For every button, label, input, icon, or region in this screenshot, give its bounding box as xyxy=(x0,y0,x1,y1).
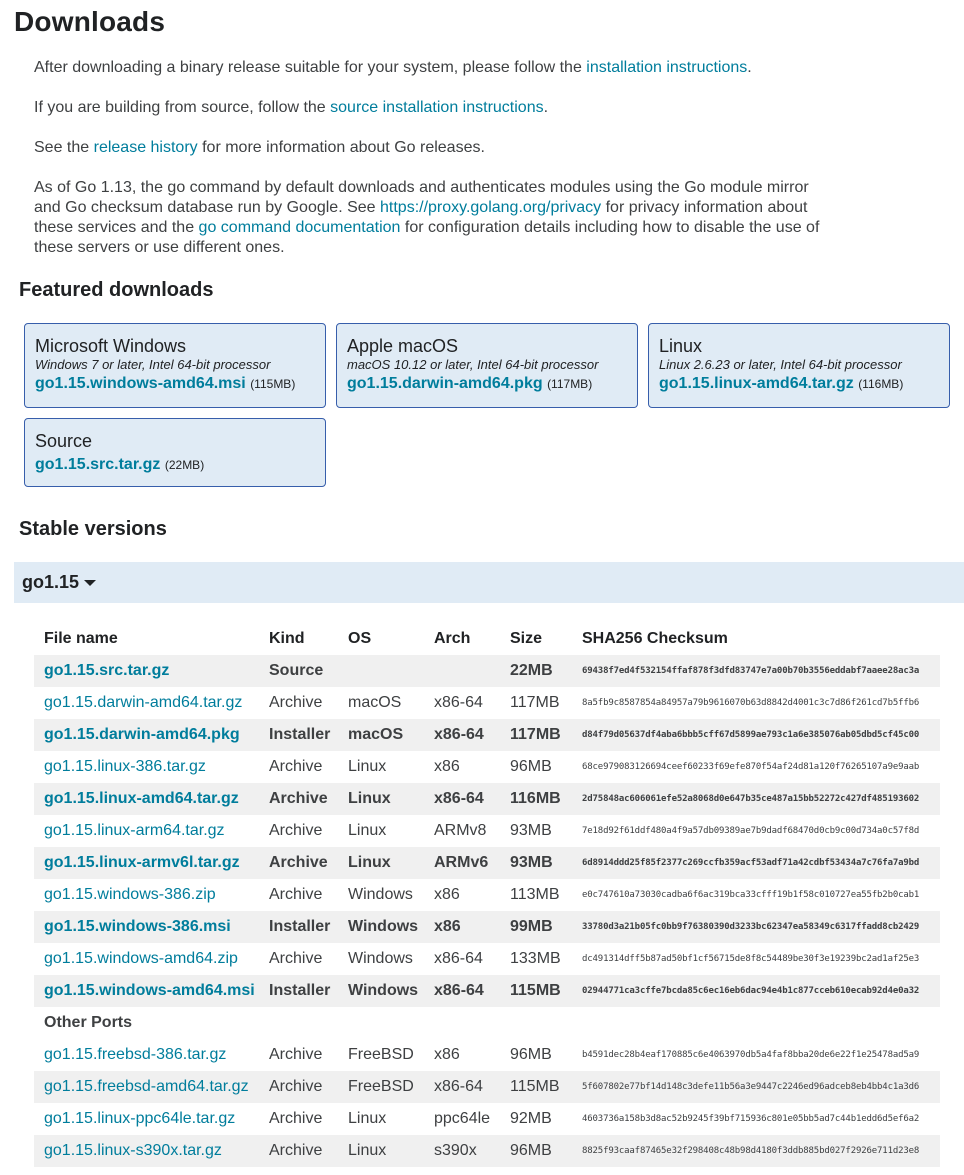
file-os: macOS xyxy=(348,726,404,743)
file-checksum: d84f79d05637df4aba6bbb5cff67d5899ae793c1a6e385076ab05dbd5cf45c00 xyxy=(582,730,920,740)
file-checksum: 4603736a158b3d8ac52b9245f39bf715936c801e05bb5ad7c44b1edd6d5ef6a2 xyxy=(582,1114,920,1124)
file-arch: x86-64 xyxy=(434,694,483,711)
file-kind: Archive xyxy=(269,854,328,871)
table-row xyxy=(34,655,940,687)
file-arch: x86-64 xyxy=(434,790,484,807)
card-file-row xyxy=(347,374,627,394)
download-file-link[interactable]: go1.15.linux-armv6l.tar.gz xyxy=(44,854,240,871)
table-row xyxy=(34,911,940,943)
table-row xyxy=(34,1103,940,1135)
file-kind: Archive xyxy=(269,822,323,839)
download-file-link[interactable]: go1.15.src.tar.gz xyxy=(44,662,170,679)
file-size: 93MB xyxy=(510,822,552,839)
file-arch: x86-64 xyxy=(434,982,484,999)
card-file-link[interactable]: go1.15.src.tar.gz xyxy=(35,456,161,473)
download-file-link[interactable]: go1.15.windows-amd64.msi xyxy=(44,982,255,999)
caret-down-icon xyxy=(84,580,96,586)
file-os: Linux xyxy=(348,854,391,871)
file-checksum: 5f607802e77bf14d148c3defe11b56a3e9447c2246ed96adceb8eb4bb4c1a3d6 xyxy=(582,1082,920,1092)
card-file-row xyxy=(35,455,315,475)
file-kind: Archive xyxy=(269,886,323,903)
featured-card-linux[interactable] xyxy=(648,323,950,408)
intro-paragraph-2 xyxy=(34,98,834,118)
file-checksum: e0c747610a73030cadba6f6ac319bca33cfff19b1f58c010727ea55fb2b0cab1 xyxy=(582,890,920,900)
featured-downloads-heading: Featured downloads xyxy=(19,279,214,301)
version-toggle-go1-15[interactable] xyxy=(14,562,964,603)
file-kind: Installer xyxy=(269,982,331,999)
download-file-link[interactable]: go1.15.windows-386.msi xyxy=(44,918,231,935)
intro-text-end: . xyxy=(747,59,752,76)
featured-card-source[interactable] xyxy=(24,418,326,487)
file-size: 116MB xyxy=(510,790,561,807)
column-header-os: OS xyxy=(348,630,372,647)
source-installation-instructions-link[interactable]: source installation instructions xyxy=(330,99,544,116)
downloads-table xyxy=(34,623,940,1167)
card-platform: Microsoft Windows xyxy=(35,336,187,356)
file-arch: x86-64 xyxy=(434,950,483,967)
modules-note-text: As of Go 1.13, the go command by default downloads and authenticates modules using the Go module mirror and Go checksum database run by Google. See xyxy=(34,179,809,216)
other-ports-row xyxy=(34,1007,940,1039)
file-checksum: 33780d3a21b05fc0bb9f76380390d3233bc62347ea58349c6317ffadd8cb2429 xyxy=(582,922,920,932)
intro-paragraph-3 xyxy=(34,138,834,158)
file-arch: x86 xyxy=(434,918,461,935)
download-file-link[interactable]: go1.15.freebsd-amd64.tar.gz xyxy=(44,1078,249,1095)
table-row xyxy=(34,687,940,719)
release-history-link[interactable]: release history xyxy=(93,139,198,156)
file-kind: Archive xyxy=(269,950,323,967)
file-size: 117MB xyxy=(510,726,561,743)
file-size: 99MB xyxy=(510,918,553,935)
file-checksum: 8a5fb9c8587854a84957a79b9616070b63d8842d4001c3c7d86f261cd7b5ffb6 xyxy=(582,698,920,708)
card-requirements: macOS 10.12 or later, Intel 64-bit processor xyxy=(347,357,599,372)
file-arch: x86 xyxy=(434,758,460,775)
file-kind: Archive xyxy=(269,1046,323,1063)
file-checksum: dc491314dff5b87ad50bf1cf56715de8f8c54489be30f3e19239bc2ad1af25e3 xyxy=(582,954,920,964)
download-file-link[interactable]: go1.15.linux-amd64.tar.gz xyxy=(44,790,239,807)
file-size: 115MB xyxy=(510,982,561,999)
file-os: macOS xyxy=(348,694,402,711)
file-size: 115MB xyxy=(510,1078,560,1095)
column-header-file-name: File name xyxy=(44,630,118,647)
card-file-size: (116MB) xyxy=(858,377,904,391)
column-header-arch: Arch xyxy=(434,630,471,647)
file-checksum: 68ce979083126694ceef60233f69efe870f54af24d81a120f76265107a9e9aab xyxy=(582,762,920,772)
file-os: Linux xyxy=(348,822,387,839)
file-kind: Archive xyxy=(269,790,328,807)
file-size: 93MB xyxy=(510,854,553,871)
intro-paragraph-1 xyxy=(34,58,834,78)
featured-card-macos[interactable] xyxy=(336,323,638,408)
file-kind: Source xyxy=(269,662,324,679)
download-file-link[interactable]: go1.15.windows-amd64.zip xyxy=(44,950,238,967)
file-arch: s390x xyxy=(434,1142,477,1159)
card-file-link[interactable]: go1.15.windows-amd64.msi xyxy=(35,375,246,392)
stable-versions-heading: Stable versions xyxy=(19,518,167,540)
installation-instructions-link[interactable]: installation instructions xyxy=(586,59,748,76)
download-file-link[interactable]: go1.15.linux-arm64.tar.gz xyxy=(44,822,225,839)
modules-note-text: for privacy information about these services and the xyxy=(34,199,808,236)
file-checksum: 02944771ca3cffe7bcda85c6ec16eb6dac94e4b1c877cceb610ecab92d4e0a32 xyxy=(582,986,920,996)
column-header-kind: Kind xyxy=(269,630,305,647)
file-size: 22MB xyxy=(510,662,553,679)
file-arch: ARMv8 xyxy=(434,822,487,839)
file-checksum: 69438f7ed4f532154ffaf878f3dfd83747e7a00b70b3556eddabf7aaee28ac3a xyxy=(582,666,920,676)
file-checksum: b4591dec28b4eaf170885c6e4063970db5a4faf8bba20de6e22f1e25478ad5a9 xyxy=(582,1050,920,1060)
file-os: Linux xyxy=(348,790,391,807)
table-row xyxy=(34,783,940,815)
file-arch: ppc64le xyxy=(434,1110,491,1127)
table-row xyxy=(34,719,940,751)
card-file-size: (117MB) xyxy=(547,377,593,391)
file-checksum: 2d75848ac606061efe52a8068d0e647b35ce487a15bb52272c427df485193602 xyxy=(582,794,920,804)
card-file-link[interactable]: go1.15.darwin-amd64.pkg xyxy=(347,375,543,392)
download-file-link[interactable]: go1.15.windows-386.zip xyxy=(44,886,216,903)
file-os: Linux xyxy=(348,1110,387,1127)
file-arch: x86-64 xyxy=(434,726,484,743)
download-file-link[interactable]: go1.15.darwin-amd64.pkg xyxy=(44,726,240,743)
file-kind: Archive xyxy=(269,1110,323,1127)
column-header-size: Size xyxy=(510,630,543,647)
table-row xyxy=(34,815,940,847)
download-file-link[interactable]: go1.15.linux-s390x.tar.gz xyxy=(44,1142,222,1159)
download-file-link[interactable]: go1.15.linux-ppc64le.tar.gz xyxy=(44,1110,236,1127)
file-kind: Installer xyxy=(269,918,331,935)
file-os: Windows xyxy=(348,886,413,903)
intro-text-end: . xyxy=(543,99,549,116)
file-checksum: 8825f93caaf87465e32f298408c48b98d4180f3ddb885bd027f2926e711d23e8 xyxy=(582,1146,920,1156)
file-os: Windows xyxy=(348,982,419,999)
intro-text: See the xyxy=(34,139,94,156)
file-size: 92MB xyxy=(510,1110,552,1127)
table-header-row xyxy=(34,623,940,655)
file-os: Linux xyxy=(348,758,387,775)
file-size: 96MB xyxy=(510,1046,552,1063)
file-size: 96MB xyxy=(510,1142,552,1159)
file-kind: Archive xyxy=(269,758,323,775)
file-arch: ARMv6 xyxy=(434,854,489,871)
file-kind: Archive xyxy=(269,1142,323,1159)
go-command-documentation-link[interactable]: go command documentation xyxy=(198,219,401,236)
file-kind: Archive xyxy=(269,1078,323,1095)
card-file-link[interactable]: go1.15.linux-amd64.tar.gz xyxy=(659,375,854,392)
version-label: go1.15 xyxy=(22,572,80,592)
file-checksum: 6d8914ddd25f85f2377c269ccfb359acf53adf71a42cdbf53434a7c76fa7a9bd xyxy=(582,858,920,868)
intro-text-end: for more information about Go releases. xyxy=(197,139,485,156)
file-checksum: 7e18d92f61ddf480a4f9a57db09389ae7b9dadf68470d0cb9c00d734a0c57f8d xyxy=(582,826,920,836)
file-size: 113MB xyxy=(510,886,560,903)
file-size: 96MB xyxy=(510,758,552,775)
card-requirements: Windows 7 or later, Intel 64-bit processor xyxy=(35,357,271,372)
file-os: Linux xyxy=(348,1142,387,1159)
table-row xyxy=(34,847,940,879)
modules-note-text: for configuration details including how to disable the use of these servers or use different ones. xyxy=(34,219,820,256)
intro-text: If you are building from source, follow the xyxy=(34,99,331,116)
card-file-size: (115MB) xyxy=(250,377,296,391)
featured-card-windows[interactable] xyxy=(24,323,326,408)
table-row xyxy=(34,1071,940,1103)
card-file-row xyxy=(35,374,315,394)
table-row xyxy=(34,975,940,1007)
proxy-privacy-link[interactable]: https://proxy.golang.org/privacy xyxy=(380,199,602,216)
card-requirements: Linux 2.6.23 or later, Intel 64-bit processor xyxy=(659,357,902,372)
file-os: FreeBSD xyxy=(348,1078,414,1095)
download-file-link[interactable]: go1.15.freebsd-386.tar.gz xyxy=(44,1046,227,1063)
card-platform: Source xyxy=(35,431,93,451)
file-os: Windows xyxy=(348,918,419,935)
file-arch: x86 xyxy=(434,886,460,903)
card-platform: Apple macOS xyxy=(347,336,459,356)
download-file-link[interactable]: go1.15.darwin-amd64.tar.gz xyxy=(44,694,243,711)
file-os: FreeBSD xyxy=(348,1046,414,1063)
file-kind: Archive xyxy=(269,694,323,711)
file-os: Windows xyxy=(348,950,413,967)
file-kind: Installer xyxy=(269,726,331,743)
other-ports-label: Other Ports xyxy=(44,1014,133,1031)
file-size: 133MB xyxy=(510,950,561,967)
card-file-size: (22MB) xyxy=(164,458,205,472)
download-file-link[interactable]: go1.15.linux-386.tar.gz xyxy=(44,758,206,775)
table-row xyxy=(34,943,940,975)
table-row xyxy=(34,1039,940,1071)
table-row xyxy=(34,751,940,783)
modules-note-paragraph xyxy=(34,178,834,258)
card-platform: Linux xyxy=(659,336,703,356)
card-file-row xyxy=(659,374,939,394)
file-size: 117MB xyxy=(510,694,560,711)
file-arch: x86 xyxy=(434,1046,460,1063)
intro-text: After downloading a binary release suitable for your system, please follow the xyxy=(34,59,587,76)
column-header-checksum: SHA256 Checksum xyxy=(582,630,728,647)
file-arch: x86-64 xyxy=(434,1078,483,1095)
page-title: Downloads xyxy=(14,6,166,37)
table-row xyxy=(34,879,940,911)
table-row xyxy=(34,1135,940,1167)
